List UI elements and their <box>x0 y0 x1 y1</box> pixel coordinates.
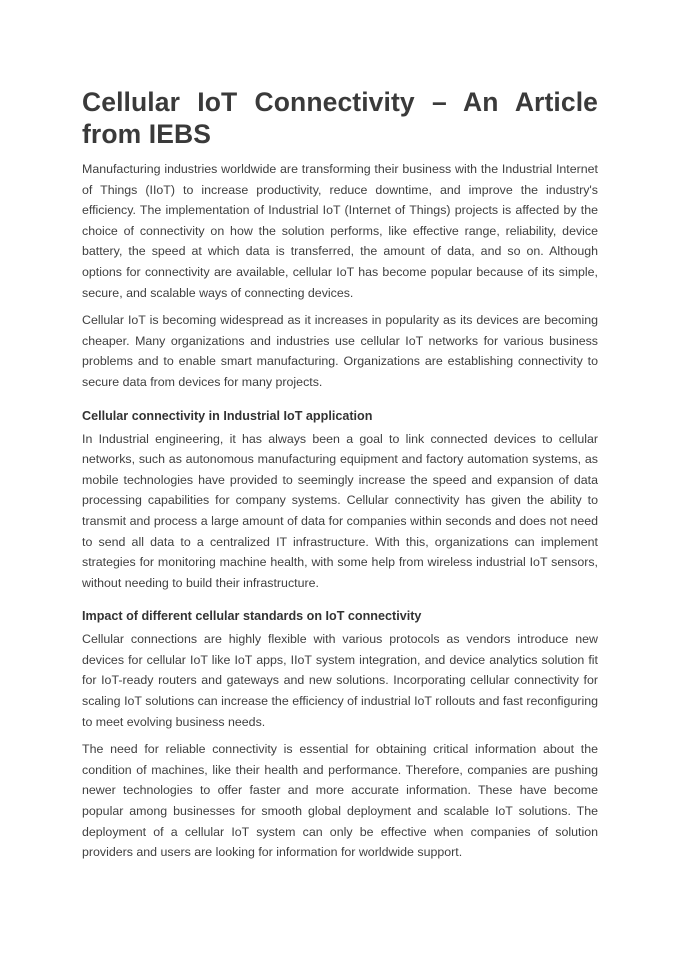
section-paragraph: The need for reliable connectivity is essential for obtaining critical information about the condition of machines, like their health and performance. Therefore, companies are pushing newer technologies to offer faster and more accurate information. These have become popular among businesses for smooth global deployment and scalable IoT solutions. The deployment of a cellular IoT system can only be effective when companies of solution providers and users are looking for information for worldwide support. <box>82 742 598 860</box>
intro-paragraph: Cellular IoT is becoming widespread as it increases in popularity as its devices are becoming cheaper. Many organizations and industries use cellular IoT networks for various business problems and to enable smart manufacturing. Organizations are establishing connectivity to secure data from devices for many projects. <box>82 313 598 389</box>
intro-paragraph: Manufacturing industries worldwide are transforming their business with the Industrial Internet of Things (IIoT) to increase productivity, reduce downtime, and improve the industry's efficiency. The implementation of Industrial IoT (Internet of Things) projects is affected by the choice of connectivity on how the solution performs, like effective range, reliability, device battery, the speed at which data is transferred, the amount of data, and so on. Although options for connectivity are available, cellular IoT has become popular because of its simple, secure, and scalable ways of connecting devices. <box>82 162 598 300</box>
section-heading: Cellular connectivity in Industrial IoT application <box>82 408 373 423</box>
article <box>82 86 598 870</box>
section-heading: Impact of different cellular standards on IoT connectivity <box>82 609 422 624</box>
section-paragraph: In Industrial engineering, it has always been a goal to link connected devices to cellular networks, such as autonomous manufacturing equipment and factory automation systems, as mobile technologies have provided to seemingly increase the speed and expansion of data processing capabilities for company systems. Cellular connectivity has given the ability to transmit and process a large amount of data for companies within seconds and does not need to send all data to a centralized IT infrastructure. With this, organizations can implement strategies for monitoring machine health, with some help from wireless industrial IoT sensors, without needing to build their infrastructure. <box>82 431 598 590</box>
article-title: Cellular IoT Connectivity – An Article from IEBS <box>82 87 598 149</box>
section-paragraph: Cellular connections are highly flexible with various protocols as vendors introduce new devices for cellular IoT like IoT apps, IIoT system integration, and device analytics solution fit for IoT-ready routers and gateways and new solutions. Incorporating cellular connectivity for scaling IoT solutions can increase the efficiency of industrial IoT rollouts and fast reconfiguring to meet evolving business needs. <box>82 632 598 729</box>
